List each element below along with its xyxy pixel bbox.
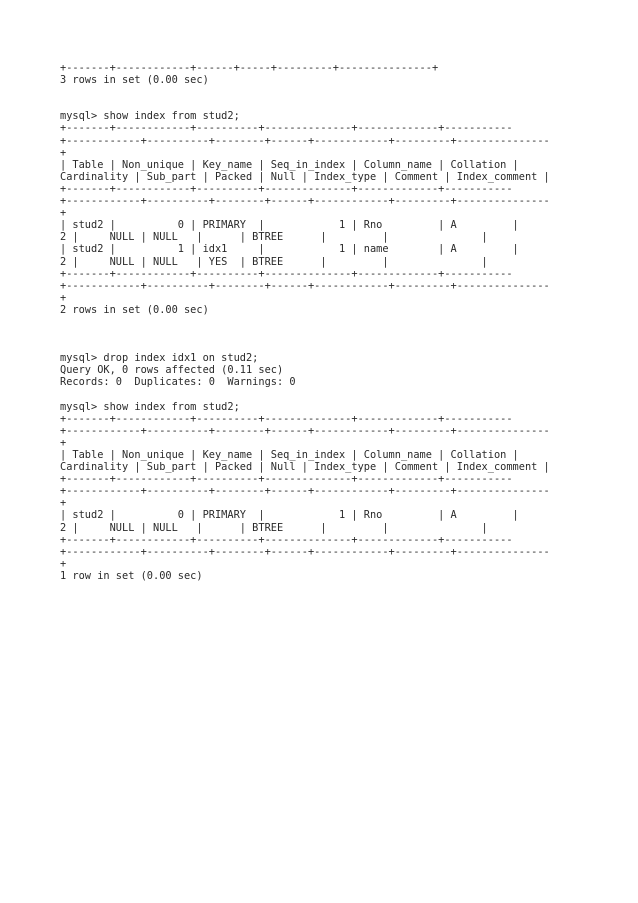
terminal-line: 2 | NULL | NULL | | BTREE | | | bbox=[60, 231, 488, 244]
terminal-line: | stud2 | 0 | PRIMARY | 1 | Rno | A | bbox=[60, 219, 519, 232]
blank-line bbox=[60, 340, 630, 352]
terminal-line: Records: 0 Duplicates: 0 Warnings: 0 bbox=[60, 376, 296, 389]
terminal-line: + bbox=[60, 207, 67, 220]
terminal-line: +------------+----------+--------+------+------------+---------+--------------- bbox=[60, 485, 550, 498]
terminal-line: +------------+----------+--------+------+------------+---------+--------------- bbox=[60, 424, 550, 437]
terminal-line: +-------+------------+----------+--------------+-------------+----------- bbox=[60, 122, 513, 135]
terminal-line: +------------+----------+--------+------+------------+---------+--------------- bbox=[60, 195, 550, 208]
terminal-line: 2 | NULL | NULL | | BTREE | | | bbox=[60, 521, 488, 534]
terminal-line: 2 | NULL | NULL | YES | BTREE | | | bbox=[60, 255, 488, 268]
terminal-line: +-------+------------+----------+--------------+-------------+----------- bbox=[60, 267, 513, 280]
terminal-line: Query OK, 0 rows affected (0.11 sec) bbox=[60, 364, 284, 377]
terminal-line: | stud2 | 1 | idx1 | 1 | name | A | bbox=[60, 243, 519, 256]
terminal-line: +-------+------------+------+-----+---------+---------------+ bbox=[60, 62, 439, 74]
blank-line bbox=[60, 389, 630, 401]
terminal-line: mysql> drop index idx1 on stud2; bbox=[60, 352, 259, 365]
mysql-terminal-output bbox=[60, 62, 630, 582]
blank-line bbox=[60, 98, 630, 110]
terminal-line: Cardinality | Sub_part | Packed | Null | Index_type | Comment | Index_comment | bbox=[60, 170, 550, 183]
blank-line bbox=[60, 86, 630, 98]
terminal-line: + bbox=[60, 557, 67, 570]
terminal-line: | Table | Non_unique | Key_name | Seq_in_index | Column_name | Collation | bbox=[60, 158, 519, 171]
terminal-line: + bbox=[60, 497, 67, 510]
terminal-line: +------------+----------+--------+------+------------+---------+--------------- bbox=[60, 279, 550, 292]
terminal-line: 1 row in set (0.00 sec) bbox=[60, 569, 203, 582]
terminal-line: mysql> show index from stud2; bbox=[60, 110, 240, 123]
terminal-line: +-------+------------+----------+--------------+-------------+----------- bbox=[60, 412, 513, 425]
terminal-line: | Table | Non_unique | Key_name | Seq_in_index | Column_name | Collation | bbox=[60, 449, 519, 461]
terminal-line: 2 rows in set (0.00 sec) bbox=[60, 303, 209, 316]
blank-line bbox=[60, 316, 630, 328]
terminal-line: +------------+----------+--------+------+------------+---------+--------------- bbox=[60, 134, 550, 147]
terminal-line: Cardinality | Sub_part | Packed | Null | Index_type | Comment | Index_comment | bbox=[60, 461, 550, 474]
terminal-line: +-------+------------+----------+--------------+-------------+----------- bbox=[60, 473, 513, 486]
terminal-line: +-------+------------+----------+--------------+-------------+----------- bbox=[60, 533, 513, 546]
terminal-line: 3 rows in set (0.00 sec) bbox=[60, 74, 209, 87]
terminal-line: mysql> show index from stud2; bbox=[60, 400, 240, 413]
terminal-line: +------------+----------+--------+------+------------+---------+--------------- bbox=[60, 545, 550, 558]
terminal-line: +-------+------------+----------+--------------+-------------+----------- bbox=[60, 182, 513, 195]
blank-line bbox=[60, 328, 630, 340]
terminal-line: + bbox=[60, 146, 67, 159]
terminal-line: + bbox=[60, 436, 67, 449]
terminal-line: | stud2 | 0 | PRIMARY | 1 | Rno | A | bbox=[60, 509, 519, 522]
terminal-line: + bbox=[60, 291, 67, 304]
